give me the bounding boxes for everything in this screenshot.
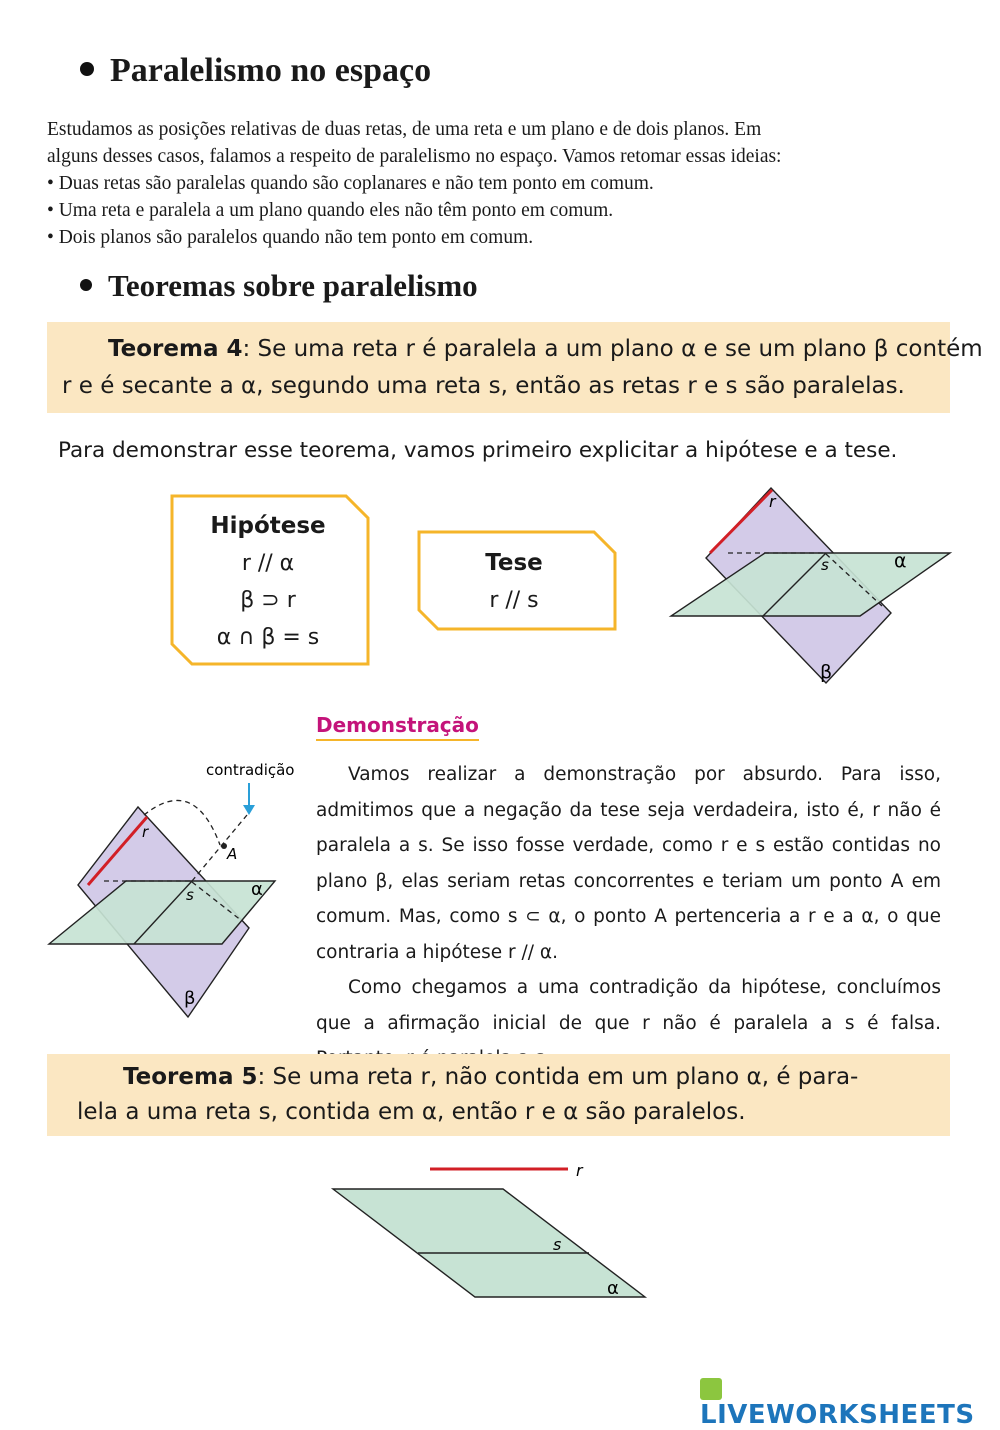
arrow-head-icon xyxy=(243,805,255,815)
thesis-box xyxy=(416,545,612,619)
label-alpha: α xyxy=(607,1278,619,1299)
demonstration-title: Demonstração xyxy=(316,713,479,741)
intro-text xyxy=(47,116,957,251)
hypothesis-line: r // α xyxy=(241,551,295,576)
bullet-icon xyxy=(80,279,92,291)
thesis-title: Tese xyxy=(485,550,543,576)
figure-theorem-4 xyxy=(660,476,960,691)
label-r: r xyxy=(769,492,776,511)
thesis-line: r // s xyxy=(489,588,539,613)
label-s: s xyxy=(821,556,829,574)
label-beta: β xyxy=(820,661,833,683)
theorem-4-line1: : Se uma reta r é paralela a um plano α e se um plano β contém xyxy=(242,336,983,362)
demonstration-paragraph: Vamos realizar a demonstração por absurdo. Para isso, admitimos que a negação da tese seja verdadeira, isto é, r não é paralela a s. Se isso fosse verdade, como r e s estão contidas no plano β, elas seriam retas concorrentes e teriam um ponto A em comum. Mas, como s ⊂ α, o ponto A pertenceria a r e a α, o que contraria a hipótese r // α. xyxy=(316,764,941,963)
alpha-plane xyxy=(333,1189,645,1297)
hypothesis-line: β ⊃ r xyxy=(240,588,296,613)
theorem-5-line1: : Se uma reta r, não contida em um plano α, é para- xyxy=(257,1064,859,1090)
theorem-5-line2: lela a uma reta s, contida em α, então r e α são paralelos. xyxy=(77,1099,746,1125)
intro-line: alguns desses casos, falamos a respeito de paralelismo no espaço. Vamos retomar essas ideias: xyxy=(47,146,782,167)
label-contradiction: contradição xyxy=(206,761,295,779)
figure-theorem-5 xyxy=(325,1155,665,1305)
watermark: LIVEWORKSHEETS xyxy=(700,1378,1000,1408)
label-s: s xyxy=(553,1235,562,1254)
liveworksheets-logo-icon xyxy=(700,1378,722,1400)
section-heading-paralelismo: Paralelismo no espaço xyxy=(80,52,431,90)
theorem-5-box xyxy=(47,1054,950,1136)
label-r: r xyxy=(142,823,149,841)
label-A: A xyxy=(227,845,238,863)
bullet-icon xyxy=(80,62,94,76)
label-r: r xyxy=(576,1161,583,1180)
theorem-5-label: Teorema 5 xyxy=(123,1064,258,1090)
bullet-item: • Dois planos são paralelos quando não tem ponto em comum. xyxy=(47,227,534,248)
figure-demonstration xyxy=(44,755,304,1023)
demonstration-text xyxy=(316,757,941,1077)
theorem-4-box xyxy=(47,322,983,413)
label-alpha: α xyxy=(251,879,263,900)
section-heading-teoremas: Teoremas sobre paralelismo xyxy=(80,268,478,304)
hypothesis-box xyxy=(168,508,368,656)
hypothesis-title: Hipótese xyxy=(210,513,326,539)
label-alpha: α xyxy=(894,550,907,572)
theorem-4-line2: r e é secante a α, segundo uma reta s, então as retas r e s são paralelas. xyxy=(62,373,905,399)
label-beta: β xyxy=(184,988,196,1009)
demonstration-paragraph: Como chegamos a uma contradição da hipótese, concluímos que a afirmação inicial de que r não é paralela a s é falsa. xyxy=(316,977,941,1034)
bullet-item: • Duas retas são paralelas quando são coplanares e não tem ponto em comum. xyxy=(47,173,654,194)
bullet-item: • Uma reta e paralela a um plano quando eles não têm ponto em comum. xyxy=(47,200,614,221)
theorem-4-label: Teorema 4 xyxy=(108,336,243,362)
hypothesis-line: α ∩ β = s xyxy=(216,625,320,650)
demo-intro-text: Para demonstrar esse teorema, vamos primeiro explicitar a hipótese e a tese. xyxy=(58,438,898,463)
intro-line: Estudamos as posições relativas de duas retas, de uma reta e um plano e de dois planos. Em xyxy=(47,119,762,140)
label-s: s xyxy=(186,886,194,904)
